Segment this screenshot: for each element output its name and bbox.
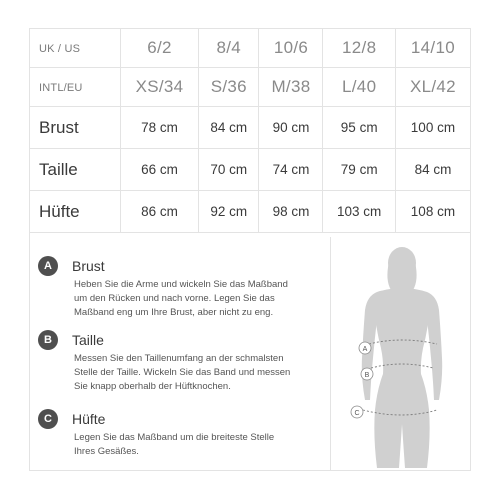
measure-cell: 95 cm — [323, 107, 395, 149]
measure-cell: 103 cm — [323, 191, 395, 233]
size-cell: M/38 — [259, 68, 323, 107]
row-label-brust: Brust — [30, 107, 121, 149]
measure-cell: 84 cm — [395, 149, 470, 191]
size-cell: L/40 — [323, 68, 395, 107]
measure-cell: 90 cm — [259, 107, 323, 149]
table-row-huefte — [30, 191, 471, 233]
badge-b-icon: B — [38, 330, 58, 350]
instruction-text: Legen Sie das Maßband um die breiteste Stelle Ihres Gesäßes. — [74, 432, 275, 457]
size-cell: 8/4 — [199, 29, 259, 68]
badge-c-icon: C — [38, 409, 58, 429]
table-row-uk-us — [30, 29, 471, 68]
table-row-brust — [30, 107, 471, 149]
row-label-huefte: Hüfte — [30, 191, 121, 233]
size-cell: XS/34 — [121, 68, 199, 107]
measure-cell: 78 cm — [121, 107, 199, 149]
svg-text:A: A — [362, 346, 368, 353]
measure-cell: 92 cm — [199, 191, 259, 233]
marker-c-icon — [351, 406, 363, 418]
instruction-text: Messen Sie den Taillenumfang an der schmalsten Stelle der Taille. Wickeln Sie das Band und messen Sie knapp oberhalb der Hüftknochen. — [74, 353, 291, 392]
measure-cell: 84 cm — [199, 107, 259, 149]
measure-cell: 108 cm — [395, 191, 470, 233]
svg-text:B: B — [364, 372, 370, 379]
table-row-intl-eu — [30, 68, 471, 107]
row-label-uk-us: UK / US — [30, 29, 121, 68]
marker-a-icon — [359, 342, 371, 354]
size-cell: XL/42 — [395, 68, 470, 107]
measure-cell: 79 cm — [323, 149, 395, 191]
instruction-title: Brust — [72, 258, 105, 274]
instruction-title: Hüfte — [72, 411, 106, 427]
measure-cell: 66 cm — [121, 149, 199, 191]
measure-cell: 98 cm — [259, 191, 323, 233]
measure-cell: 70 cm — [199, 149, 259, 191]
measure-cell: 74 cm — [259, 149, 323, 191]
size-cell: 10/6 — [259, 29, 323, 68]
row-label-intl-eu: INTL/EU — [30, 68, 121, 107]
badge-a-icon: A — [38, 256, 58, 276]
body-silhouette-figure — [335, 240, 468, 468]
table-row-taille — [30, 149, 471, 191]
measure-cell: 100 cm — [395, 107, 470, 149]
measure-cell: 86 cm — [121, 191, 199, 233]
svg-text:C: C — [354, 410, 360, 417]
instruction-text: Heben Sie die Arme und wickeln Sie das Maßband um den Rücken und nach vorne. Legen Sie das Maßband eng um Ihre Brust, aber nicht zu eng. — [74, 279, 288, 318]
marker-b-icon — [361, 368, 373, 380]
size-cell: 6/2 — [121, 29, 199, 68]
size-cell: S/36 — [199, 68, 259, 107]
instruction-title: Taille — [72, 332, 104, 348]
row-label-taille: Taille — [30, 149, 121, 191]
silhouette-shape — [362, 247, 442, 468]
size-table — [29, 28, 471, 233]
size-cell: 12/8 — [323, 29, 395, 68]
size-cell: 14/10 — [395, 29, 470, 68]
